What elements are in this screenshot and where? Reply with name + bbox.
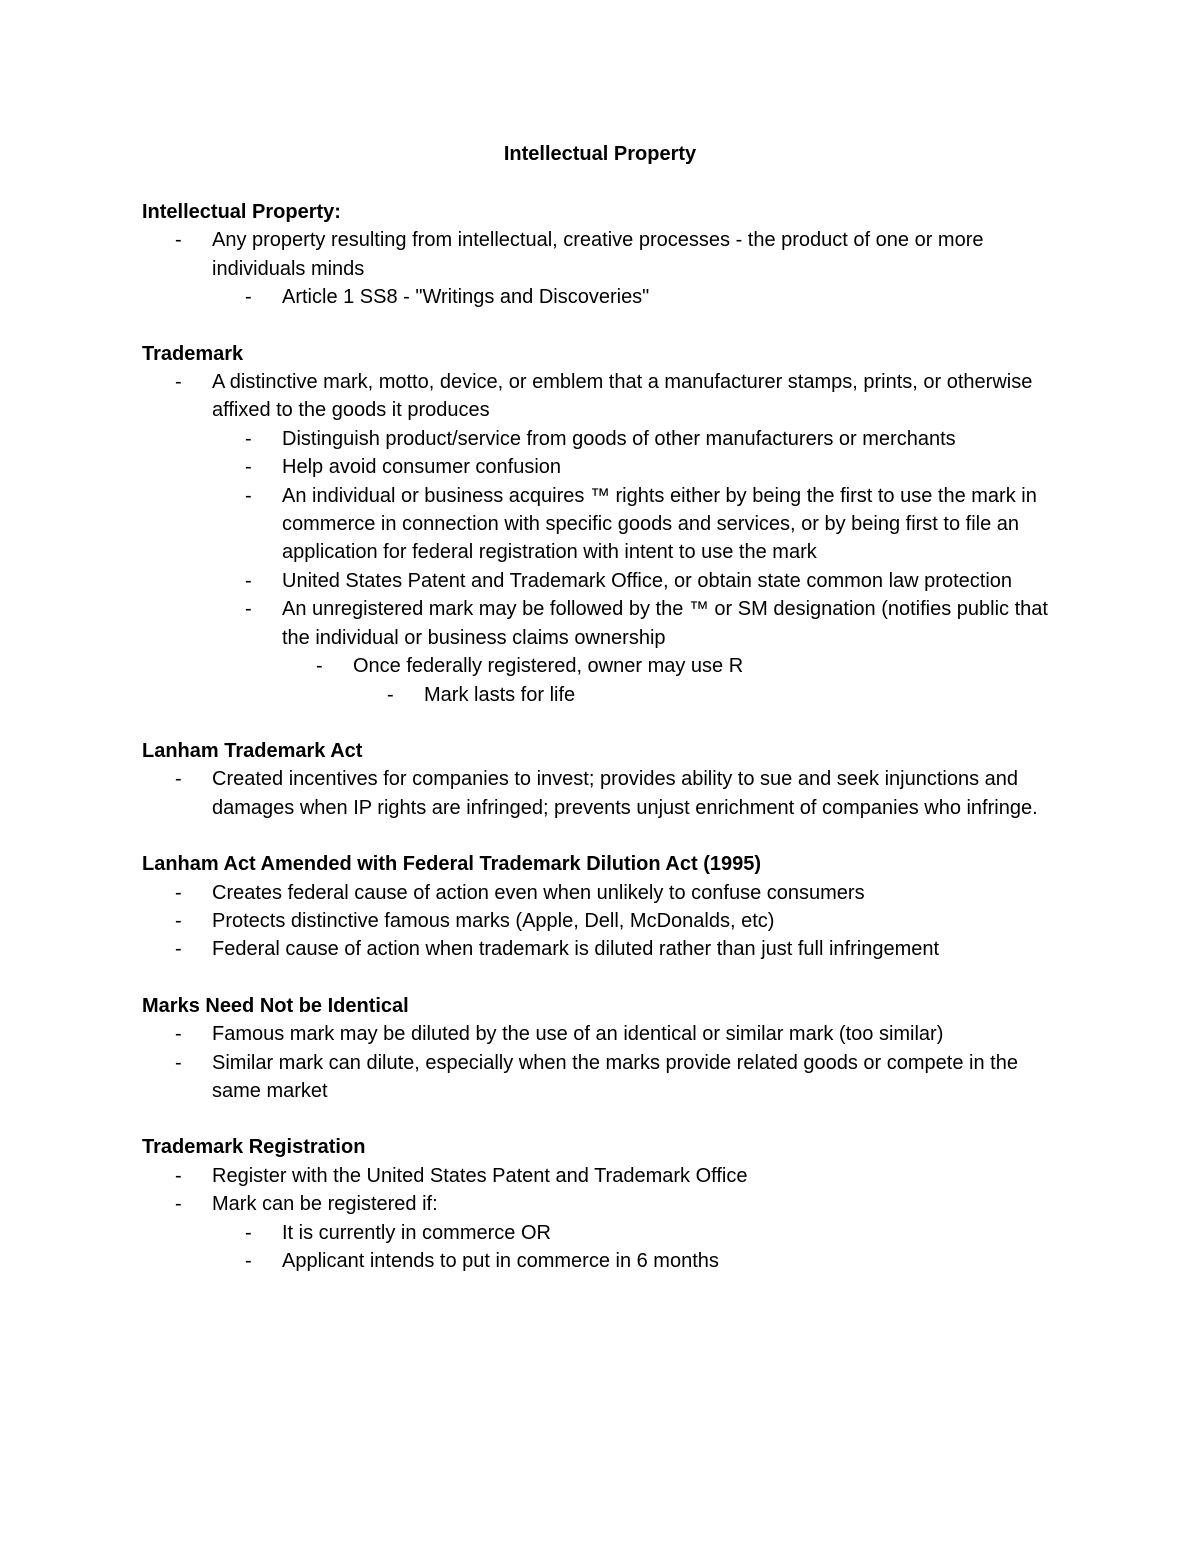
- list-item: [142, 935, 1062, 963]
- list-item: [142, 879, 1062, 907]
- list-item: [142, 567, 1062, 595]
- section: [142, 198, 1062, 312]
- list-item: [142, 765, 1062, 822]
- list-item: [142, 595, 1062, 652]
- bullet-dash: -: [175, 229, 182, 252]
- bullet-dash: -: [175, 371, 182, 394]
- list-item-text: Mark lasts for life: [424, 683, 576, 706]
- list-item: [142, 425, 1062, 453]
- list-item-text: Any property resulting from intellectual, creative processes - the product of one or more individuals minds: [212, 229, 984, 280]
- bullet-dash: -: [316, 655, 323, 678]
- list-item-text: Created incentives for companies to invest; provides ability to sue and seek injunctions and damages when IP rights are infringed; prevents unjust enrichment of companies who infringe.: [212, 768, 1038, 819]
- list-item-text: Famous mark may be diluted by the use of an identical or similar mark (too similar): [212, 1023, 944, 1046]
- section: [142, 992, 1062, 1106]
- list-item-text: Similar mark can dilute, especially when the marks provide related goods or compete in the same market: [212, 1051, 1018, 1102]
- list-item: [142, 1162, 1062, 1190]
- list-item: [142, 1219, 1062, 1247]
- list-item-text: It is currently in commerce OR: [282, 1221, 551, 1244]
- bullet-dash: -: [245, 1250, 252, 1272]
- list-item: [142, 907, 1062, 935]
- section: [142, 1133, 1062, 1275]
- list-item-text: A distinctive mark, motto, device, or emblem that a manufacturer stamps, prints, or otherwise affixed to the goods it produces: [212, 371, 1033, 422]
- bullet-dash: -: [175, 768, 182, 791]
- bullet-dash: -: [175, 1051, 182, 1074]
- list-item-text: Applicant intends to put in commerce in 6 months: [282, 1250, 719, 1272]
- section-heading: Intellectual Property:: [142, 201, 341, 223]
- list-item-text: Federal cause of action when trademark is diluted rather than just full infringement: [212, 938, 940, 961]
- list-item: [142, 681, 1062, 709]
- list-item: [142, 1020, 1062, 1048]
- bullet-dash: -: [175, 938, 182, 961]
- list-item-text: An unregistered mark may be followed by the ™ or SM designation (notifies public that the individual or business claims ownership: [282, 598, 1048, 649]
- section-heading: Lanham Act Amended with Federal Trademark Dilution Act (1995): [142, 853, 762, 876]
- list-item-text: Register with the United States Patent and Trademark Office: [212, 1164, 748, 1187]
- section-heading: Trademark: [142, 342, 244, 365]
- bullet-dash: -: [245, 456, 252, 479]
- list-item-text: An individual or business acquires ™ rights either by being the first to use the mark in commerce in connection with specific goods and services, or by being first to file an application for federal registration with intent to use the mark: [282, 484, 1037, 564]
- section-heading: Lanham Trademark Act: [142, 739, 363, 762]
- bullet-dash: -: [245, 427, 252, 450]
- list-item: [142, 368, 1062, 425]
- bullet-dash: -: [175, 909, 182, 932]
- bullet-dash: -: [175, 1164, 182, 1187]
- bullet-dash: -: [175, 881, 182, 904]
- section-heading: Marks Need Not be Identical: [142, 994, 409, 1017]
- list-item-text: Mark can be registered if:: [212, 1193, 438, 1216]
- list-item: [142, 482, 1062, 567]
- bullet-dash: -: [245, 286, 252, 309]
- list-item: [142, 1049, 1062, 1106]
- list-item-text: Article 1 SS8 - "Writings and Discoveries": [282, 286, 650, 309]
- document-title: Intellectual Property: [503, 143, 697, 165]
- section: [142, 850, 1062, 964]
- bullet-dash: -: [245, 484, 252, 507]
- bullet-dash: -: [245, 569, 252, 592]
- list-item: [142, 1247, 1062, 1275]
- bullet-dash: -: [245, 598, 252, 621]
- list-item-text: Creates federal cause of action even when unlikely to confuse consumers: [212, 881, 865, 904]
- bullet-dash: -: [245, 1221, 252, 1244]
- section: [142, 737, 1062, 822]
- section: [142, 340, 1062, 709]
- list-item-text: Distinguish product/service from goods of other manufacturers or merchants: [282, 427, 956, 450]
- bullet-dash: -: [175, 1193, 182, 1216]
- list-item: [142, 283, 1062, 311]
- list-item-text: Once federally registered, owner may use R: [353, 655, 744, 678]
- list-item-text: United States Patent and Trademark Office, or obtain state common law protection: [282, 569, 1013, 592]
- list-item: [142, 652, 1062, 680]
- list-item: [142, 453, 1062, 481]
- list-item: [142, 226, 1062, 283]
- list-item: [142, 1190, 1062, 1218]
- list-item-text: Help avoid consumer confusion: [282, 456, 562, 479]
- list-item-text: Protects distinctive famous marks (Apple, Dell, McDonalds, etc): [212, 909, 775, 932]
- bullet-dash: -: [387, 683, 394, 706]
- document-body: [142, 198, 1062, 1303]
- bullet-dash: -: [175, 1023, 182, 1046]
- section-heading: Trademark Registration: [142, 1136, 366, 1159]
